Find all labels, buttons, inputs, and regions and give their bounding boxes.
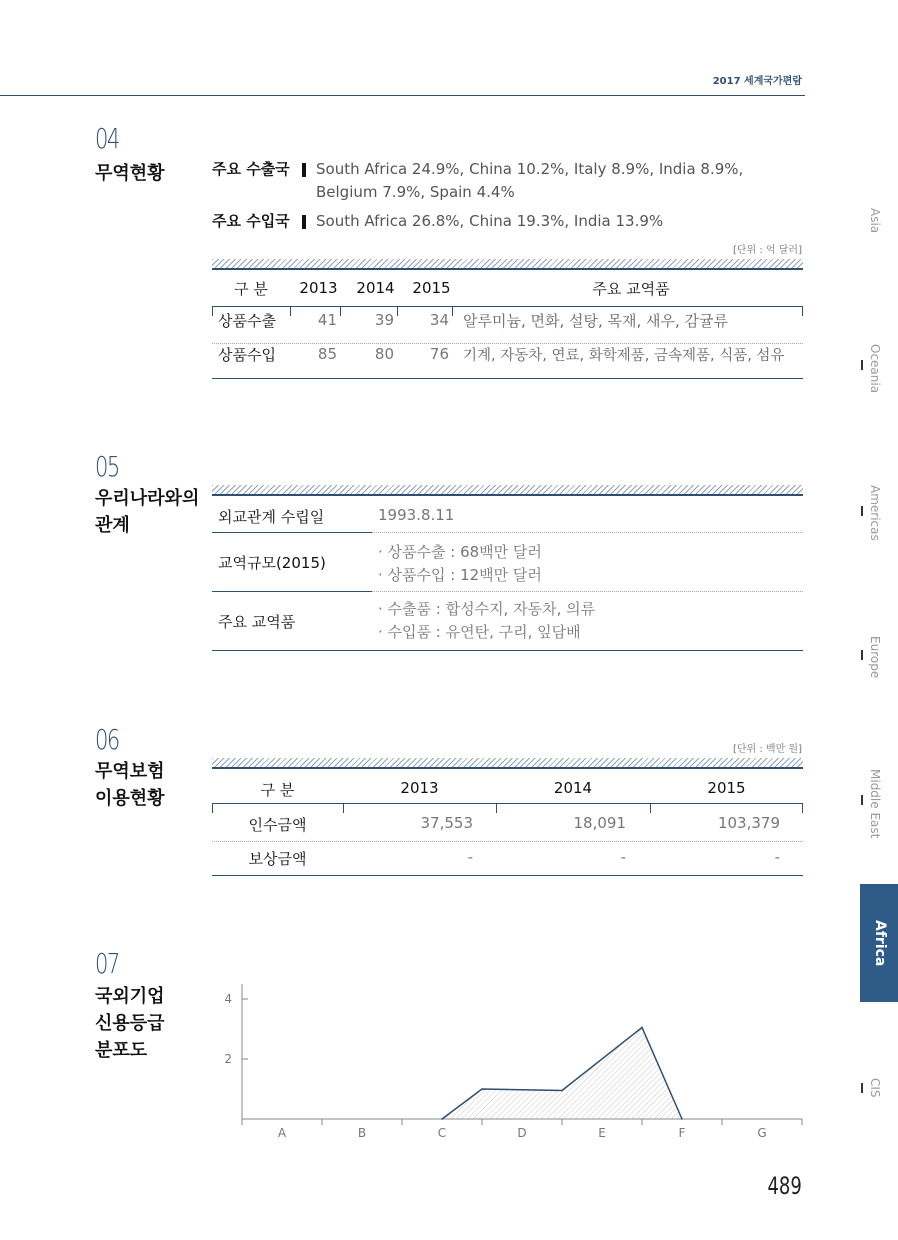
row-divider bbox=[372, 532, 803, 533]
export-value: South Africa 24.9%, China 10.2%, Italy 8.9%, India 8.9%, Belgium 7.9%, Spain 4.4% bbox=[316, 160, 744, 201]
row-label: 보상금액 bbox=[248, 850, 307, 868]
tab-asia[interactable]: Asia bbox=[868, 208, 882, 234]
table-row bbox=[212, 303, 803, 337]
x-tick-label: E bbox=[598, 1126, 606, 1140]
section-number-07: 07 bbox=[95, 947, 119, 980]
book-title: 2017 세계국가편람 bbox=[712, 76, 802, 87]
row-label: 교역규모(2015) bbox=[218, 554, 326, 572]
tab-marker bbox=[861, 360, 863, 370]
row-divider bbox=[212, 591, 372, 592]
tab-europe[interactable]: Europe bbox=[868, 636, 882, 679]
cell: - bbox=[467, 848, 473, 866]
title-line: 관계 bbox=[95, 515, 130, 536]
row-value bbox=[378, 541, 542, 587]
trade-table bbox=[212, 273, 803, 371]
data-point bbox=[641, 1027, 643, 1029]
row-divider bbox=[372, 591, 803, 592]
x-tick-label: G bbox=[757, 1126, 767, 1140]
table-top-hatch bbox=[212, 259, 803, 270]
cell: 18,091 bbox=[573, 814, 626, 832]
cell: - bbox=[620, 848, 626, 866]
title-line: 신용등급 bbox=[95, 1013, 165, 1034]
cell: 37,553 bbox=[420, 814, 473, 832]
section-number-05: 05 bbox=[95, 450, 119, 483]
section-title-credit-rating bbox=[95, 983, 165, 1064]
cell-items: 알루미늄, 면화, 설탕, 목재, 새우, 감귤류 bbox=[463, 311, 729, 330]
row-divider bbox=[212, 841, 803, 842]
export-label: 주요 수출국 bbox=[212, 160, 290, 178]
col-header: 2015 bbox=[412, 279, 451, 297]
col-header: 주요 교역품 bbox=[592, 279, 670, 298]
data-point bbox=[561, 1090, 563, 1092]
col-header: 2014 bbox=[356, 279, 395, 297]
major-import-countries bbox=[212, 210, 796, 233]
data-point bbox=[441, 1118, 443, 1120]
unit-label: [단위 : 백만 원] bbox=[732, 744, 802, 755]
x-tick-label: D bbox=[517, 1126, 527, 1140]
chart-marks bbox=[441, 1027, 683, 1120]
table-bottom-rule bbox=[212, 650, 803, 651]
cell: 76 bbox=[429, 345, 449, 363]
tab-marker bbox=[861, 1083, 863, 1093]
col-header: 2015 bbox=[707, 779, 746, 797]
page-number: 489 bbox=[767, 1172, 802, 1200]
row-label: 인수금액 bbox=[248, 816, 307, 834]
col-header: 구 분 bbox=[234, 279, 268, 298]
cell: 39 bbox=[374, 311, 394, 329]
row-label: 상품수출 bbox=[218, 311, 276, 330]
title-line: 무역보험 bbox=[95, 761, 165, 782]
cell: 34 bbox=[429, 311, 449, 329]
col-header: 2013 bbox=[299, 279, 338, 297]
section-title-relations bbox=[95, 485, 199, 539]
row-divider bbox=[212, 532, 372, 533]
x-tick-label: A bbox=[277, 1126, 287, 1140]
table-bottom-rule bbox=[212, 378, 803, 379]
header-rule bbox=[212, 306, 803, 307]
cell: 85 bbox=[317, 345, 337, 363]
section-number-04: 04 bbox=[95, 122, 119, 155]
tab-africa-active[interactable] bbox=[860, 884, 898, 1002]
value-line: · 수출품 : 합성수지, 자동차, 의류 bbox=[378, 600, 596, 618]
cell: 103,379 bbox=[717, 814, 780, 832]
row-value bbox=[378, 598, 595, 644]
unit-label: [단위 : 억 달러] bbox=[732, 245, 802, 256]
col-header: 2013 bbox=[400, 779, 439, 797]
row-label: 상품수입 bbox=[218, 345, 276, 364]
title-line: 국외기업 bbox=[95, 986, 165, 1007]
y-tick-label: 2 bbox=[224, 1052, 232, 1066]
title-line: 분포도 bbox=[95, 1040, 148, 1061]
credit-rating-chart bbox=[210, 980, 810, 1145]
tab-marker bbox=[861, 506, 863, 516]
tab-americas[interactable]: Americas bbox=[868, 485, 882, 541]
table-top-hatch bbox=[212, 758, 803, 769]
table-header-row bbox=[212, 273, 803, 303]
row-divider bbox=[212, 343, 803, 344]
value-line: · 상품수출 : 68백만 달러 bbox=[378, 543, 542, 561]
data-point bbox=[481, 1088, 483, 1090]
label-bar bbox=[302, 215, 306, 229]
header-rule bbox=[212, 803, 803, 804]
value-line: · 수입품 : 유연탄, 구리, 잎담배 bbox=[378, 623, 581, 641]
header-divider bbox=[0, 95, 805, 96]
series-area bbox=[442, 1028, 682, 1120]
tab-marker bbox=[861, 795, 863, 805]
section-title-insurance bbox=[95, 758, 165, 812]
col-header: 2014 bbox=[553, 779, 593, 797]
cell-items: 기계, 자동차, 연료, 화학제품, 금속제품, 식품, 섬유 bbox=[463, 347, 785, 364]
table-top-hatch bbox=[212, 485, 803, 496]
row-value: 1993.8.11 bbox=[378, 506, 455, 524]
tab-middle-east[interactable]: Middle East bbox=[868, 769, 882, 839]
section-title-trade: 무역현황 bbox=[95, 163, 165, 184]
x-tick-label: F bbox=[678, 1126, 686, 1140]
value-line: · 상품수입 : 12백만 달러 bbox=[378, 566, 542, 584]
tab-cis[interactable]: CIS bbox=[868, 1078, 882, 1098]
y-tick-label: 4 bbox=[224, 992, 232, 1006]
label-bar bbox=[302, 163, 306, 177]
title-line: 우리나라와의 bbox=[95, 488, 200, 509]
col-header: 구 분 bbox=[260, 781, 295, 799]
import-label: 주요 수입국 bbox=[212, 212, 290, 230]
section-number-06: 06 bbox=[95, 723, 119, 756]
cell: - bbox=[774, 848, 780, 866]
import-value: South Africa 26.8%, China 19.3%, India 13.9% bbox=[316, 212, 664, 230]
x-tick-label: B bbox=[357, 1126, 367, 1140]
insurance-table bbox=[212, 772, 803, 876]
tab-africa-label: Africa bbox=[872, 920, 888, 967]
table-bottom-rule bbox=[212, 875, 803, 876]
row-label: 외교관계 수립일 bbox=[218, 508, 325, 526]
tab-marker bbox=[861, 650, 863, 660]
tab-oceania[interactable]: Oceania bbox=[868, 344, 882, 394]
row-label: 주요 교역품 bbox=[218, 613, 296, 631]
cell: 41 bbox=[317, 311, 337, 329]
data-point bbox=[681, 1118, 683, 1120]
cell: 80 bbox=[374, 345, 394, 363]
x-tick-label: C bbox=[437, 1126, 447, 1140]
major-export-countries bbox=[212, 158, 796, 204]
title-line: 이용현황 bbox=[95, 788, 165, 809]
